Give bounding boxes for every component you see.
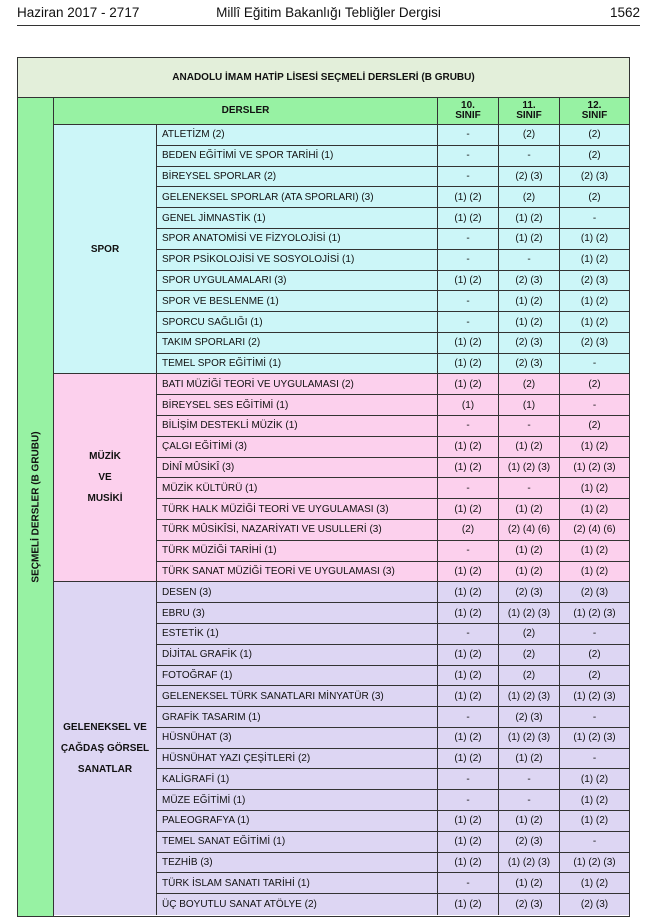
column-header-grade-11: 11. SINIF xyxy=(499,98,560,125)
course-row xyxy=(157,520,629,541)
course-row xyxy=(157,395,629,416)
grade-12-value: (1) (2) xyxy=(560,229,629,250)
grade-10-value: - xyxy=(438,125,499,146)
grade-11-value: - xyxy=(499,416,560,437)
category-label-line: SPOR xyxy=(90,243,120,255)
course-row xyxy=(157,624,629,645)
course-row xyxy=(157,146,629,167)
side-group-label: SEÇMELİ DERSLER (B GRUBU) xyxy=(30,431,42,583)
course-name: SPOR ANATOMİSİ VE FİZYOLOJİSİ (1) xyxy=(157,229,438,250)
grade-11-value: (2) (3) xyxy=(499,271,560,292)
grade-10-value: - xyxy=(438,167,499,188)
grade-12-value: (1) (2) xyxy=(560,790,629,811)
grade-11-value: - xyxy=(499,769,560,790)
grade-11-value: (1) (2) (3) xyxy=(499,686,560,707)
course-name: FOTOĞRAF (1) xyxy=(157,666,438,687)
grade-11-value: (2) (3) xyxy=(499,582,560,603)
grade-10-value: (1) (2) xyxy=(438,832,499,853)
grade-11-value: - xyxy=(499,250,560,271)
grade-10-value: - xyxy=(438,416,499,437)
grade-10-value: (1) (2) xyxy=(438,686,499,707)
grade-10-value: (1) (2) xyxy=(438,499,499,520)
course-name: GELENEKSEL SPORLAR (ATA SPORLARI) (3) xyxy=(157,187,438,208)
grade-12-value: (1) (2) xyxy=(560,250,629,271)
grade-10-value: - xyxy=(438,229,499,250)
course-row xyxy=(157,666,629,687)
grade-12-value: (1) (2) xyxy=(560,541,629,562)
course-row xyxy=(157,832,629,853)
header-journal-title: Millî Eğitim Bakanlığı Tebliğler Dergisi xyxy=(216,5,441,20)
category-label-line: ÇAĞDAŞ GÖRSEL xyxy=(60,743,150,755)
grade-12-value: (2) (3) xyxy=(560,271,629,292)
category-label-line: MÜZİK xyxy=(89,451,121,463)
grade-12-value: (2) xyxy=(560,374,629,395)
course-name: SPOR UYGULAMALARI (3) xyxy=(157,271,438,292)
grade-11-value: (2) xyxy=(499,645,560,666)
column-header-grade-10: 10. SINIF xyxy=(438,98,499,125)
course-name: TÜRK SANAT MÜZİĞİ TEORİ VE UYGULAMASI (3) xyxy=(157,562,438,583)
course-name: TEMEL SANAT EĞİTİMİ (1) xyxy=(157,832,438,853)
page-header xyxy=(17,5,640,27)
grade-10-value: - xyxy=(438,541,499,562)
category-muzik-ve-musiki xyxy=(54,374,157,582)
grade-10-value: - xyxy=(438,146,499,167)
grade-10-value: (1) (2) xyxy=(438,603,499,624)
course-name: MÜZİK KÜLTÜRÜ (1) xyxy=(157,478,438,499)
grade-12-value: (1) (2) xyxy=(560,769,629,790)
course-row xyxy=(157,749,629,770)
course-row xyxy=(157,790,629,811)
grade-11-value: (2) (3) xyxy=(499,167,560,188)
grade-11-value: (2) (3) xyxy=(499,832,560,853)
grade-12-value: (1) (2) xyxy=(560,312,629,333)
elective-courses-table xyxy=(17,57,630,917)
grade-12-value: (1) (2) (3) xyxy=(560,853,629,874)
grade-10-value: (1) (2) xyxy=(438,354,499,375)
grade-10-value: (1) (2) xyxy=(438,333,499,354)
course-name: TAKIM SPORLARI (2) xyxy=(157,333,438,354)
grade-11-value: (2) (3) xyxy=(499,707,560,728)
grade-11-value: (2) xyxy=(499,374,560,395)
course-name: BİREYSEL SPORLAR (2) xyxy=(157,167,438,188)
course-name: ESTETİK (1) xyxy=(157,624,438,645)
grade-11-value: (1) (2) xyxy=(499,541,560,562)
course-row xyxy=(157,645,629,666)
grade-12-value: (2) xyxy=(560,416,629,437)
course-row xyxy=(157,458,629,479)
grade-10-value: - xyxy=(438,250,499,271)
grade-10-value: (1) (2) xyxy=(438,562,499,583)
grade-11-value: (2) (3) xyxy=(499,333,560,354)
course-name: DİJİTAL GRAFİK (1) xyxy=(157,645,438,666)
course-name: TÜRK MÛSİKÎSİ, NAZARİYATI VE USULLERİ (3) xyxy=(157,520,438,541)
grade-12-value: (2) (4) (6) xyxy=(560,520,629,541)
course-name: GRAFİK TASARIM (1) xyxy=(157,707,438,728)
grade-12-value: (1) (2) xyxy=(560,478,629,499)
grade-11-value: (1) (2) (3) xyxy=(499,728,560,749)
grade-12-value: (1) (2) xyxy=(560,562,629,583)
header-date: Haziran 2017 - 2717 xyxy=(17,5,140,20)
course-row xyxy=(157,707,629,728)
grade-10-value: (1) (2) xyxy=(438,582,499,603)
grade-12-value: - xyxy=(560,624,629,645)
grade-11-value: (1) (2) xyxy=(499,208,560,229)
column-header-dersler: DERSLER xyxy=(54,98,438,125)
grade-12-value: (2) (3) xyxy=(560,582,629,603)
header-page-number: 1562 xyxy=(609,5,640,20)
grade-10-value: (1) (2) xyxy=(438,645,499,666)
course-name: TÜRK MÜZİĞİ TARİHİ (1) xyxy=(157,541,438,562)
grade-11-value: (1) (2) xyxy=(499,811,560,832)
grade-10-value: - xyxy=(438,769,499,790)
side-group-column xyxy=(18,98,54,916)
course-name: TÜRK İSLAM SANATI TARİHİ (1) xyxy=(157,873,438,894)
grade-12-value: (2) (3) xyxy=(560,333,629,354)
grade-10-value: (1) (2) xyxy=(438,458,499,479)
grade-10-value: - xyxy=(438,873,499,894)
grade-12-value: - xyxy=(560,749,629,770)
grade-12-value: (1) (2) xyxy=(560,873,629,894)
grade-11-value: (1) (2) xyxy=(499,229,560,250)
grade-11-value: (1) (2) xyxy=(499,562,560,583)
grade-11-value: (1) (2) xyxy=(499,749,560,770)
grade-12-value: - xyxy=(560,395,629,416)
grade-10-value: (1) (2) xyxy=(438,811,499,832)
grade-10-value: (1) (2) xyxy=(438,728,499,749)
course-name: SPOR VE BESLENME (1) xyxy=(157,291,438,312)
course-name: EBRU (3) xyxy=(157,603,438,624)
course-name: HÜSNÜHAT YAZI ÇEŞİTLERİ (2) xyxy=(157,749,438,770)
grade-11-value: (2) xyxy=(499,187,560,208)
course-row xyxy=(157,437,629,458)
course-row xyxy=(157,894,629,915)
course-row xyxy=(157,125,629,146)
course-row xyxy=(157,873,629,894)
course-row xyxy=(157,167,629,188)
grade-11-value: (1) (2) (3) xyxy=(499,458,560,479)
grade-12-value: (2) xyxy=(560,187,629,208)
grade-11-value: (2) xyxy=(499,666,560,687)
grade-11-value: (2) (3) xyxy=(499,894,560,915)
course-name: GENEL JİMNASTİK (1) xyxy=(157,208,438,229)
course-row xyxy=(157,291,629,312)
grade-10-value: - xyxy=(438,707,499,728)
category-label-line: SANATLAR xyxy=(77,764,133,776)
course-row xyxy=(157,208,629,229)
course-row xyxy=(157,312,629,333)
grade-10-value: (1) (2) xyxy=(438,894,499,915)
grade-12-value: (1) (2) xyxy=(560,499,629,520)
grade-11-value: (1) (2) (3) xyxy=(499,603,560,624)
course-name: SPOR PSİKOLOJİSİ VE SOSYOLOJİSİ (1) xyxy=(157,250,438,271)
column-header-grade-12: 12. SINIF xyxy=(560,98,629,125)
course-name: PALEOGRAFYA (1) xyxy=(157,811,438,832)
grade-10-value: (2) xyxy=(438,520,499,541)
grade-10-value: - xyxy=(438,312,499,333)
grade-11-value: (1) xyxy=(499,395,560,416)
grade-12-value: (2) xyxy=(560,645,629,666)
course-name: BEDEN EĞİTİMİ VE SPOR TARİHİ (1) xyxy=(157,146,438,167)
grade-11-value: (2) (3) xyxy=(499,354,560,375)
course-row xyxy=(157,478,629,499)
category-label-line: MUSİKİ xyxy=(87,493,123,505)
grade-11-value: (2) xyxy=(499,125,560,146)
course-row xyxy=(157,416,629,437)
grade-11-value: - xyxy=(499,146,560,167)
course-name: TEMEL SPOR EĞİTİMİ (1) xyxy=(157,354,438,375)
grade-12-value: - xyxy=(560,208,629,229)
grade-12-value: (1) (2) (3) xyxy=(560,686,629,707)
course-row xyxy=(157,769,629,790)
grade-11-value: - xyxy=(499,478,560,499)
course-row xyxy=(157,187,629,208)
grade-10-value: - xyxy=(438,478,499,499)
course-name: KALİGRAFİ (1) xyxy=(157,769,438,790)
grade-10-value: (1) (2) xyxy=(438,374,499,395)
course-row xyxy=(157,582,629,603)
grade-12-value: (2) (3) xyxy=(580,899,609,911)
category-label-line: GELENEKSEL VE xyxy=(63,722,147,734)
course-name: BATI MÜZİĞİ TEORİ VE UYGULAMASI (2) xyxy=(157,374,438,395)
grade-12-value: (2) xyxy=(560,666,629,687)
grade-10-value: (1) (2) xyxy=(438,749,499,770)
course-row xyxy=(157,271,629,292)
course-name: HÜSNÜHAT (3) xyxy=(157,728,438,749)
grade-10-value: (1) (2) xyxy=(438,666,499,687)
grade-11-value: (1) (2) xyxy=(499,437,560,458)
course-row xyxy=(157,333,629,354)
grade-10-value: (1) (2) xyxy=(438,437,499,458)
grade-12-value: (1) (2) xyxy=(560,437,629,458)
table-title: ANADOLU İMAM HATİP LİSESİ SEÇMELİ DERSLERİ (B GRUBU) xyxy=(18,58,629,98)
course-name: ATLETİZM (2) xyxy=(157,125,438,146)
course-name: ÇALGI EĞİTİMİ (3) xyxy=(157,437,438,458)
grade-10-value: (1) (2) xyxy=(438,208,499,229)
course-name: BİLİŞİM DESTEKLİ MÜZİK (1) xyxy=(157,416,438,437)
grade-11-value: (1) (2) (3) xyxy=(499,853,560,874)
grade-11-value: (1) (2) xyxy=(499,312,560,333)
course-row xyxy=(157,853,629,874)
grade-11-value: - xyxy=(499,790,560,811)
category-spor xyxy=(54,125,157,374)
course-row xyxy=(157,229,629,250)
grade-12-value: - xyxy=(560,832,629,853)
grade-11-value: (1) (2) xyxy=(499,499,560,520)
grade-11-value: (2) (4) (6) xyxy=(499,520,560,541)
course-row xyxy=(157,686,629,707)
grade-10-value: (1) xyxy=(438,395,499,416)
category-label-line: VE xyxy=(98,472,112,484)
grade-12-value: (1) (2) (3) xyxy=(560,458,629,479)
grade-10-value: - xyxy=(438,790,499,811)
course-name: TÜRK HALK MÜZİĞİ TEORİ VE UYGULAMASI (3) xyxy=(157,499,438,520)
grade-10-value: (1) (2) xyxy=(438,187,499,208)
grade-12-value: - xyxy=(560,354,629,375)
grade-11-value: (2) xyxy=(499,624,560,645)
grade-10-value: - xyxy=(438,624,499,645)
grade-12-value: (1) (2) xyxy=(560,811,629,832)
course-row xyxy=(157,811,629,832)
course-name: ÜÇ BOYUTLU SANAT ATÖLYE (2) xyxy=(157,894,438,915)
course-row xyxy=(157,603,629,624)
course-name: GELENEKSEL TÜRK SANATLARI MİNYATÜR (3) xyxy=(157,686,438,707)
course-name: SPORCU SAĞLIĞI (1) xyxy=(157,312,438,333)
grade-10-value: (1) (2) xyxy=(438,853,499,874)
grade-11-value: (1) (2) xyxy=(499,873,560,894)
grade-10-value: - xyxy=(438,291,499,312)
course-row xyxy=(157,728,629,749)
course-row xyxy=(157,541,629,562)
grade-12-value: (1) (2) (3) xyxy=(560,728,629,749)
grade-12-value: - xyxy=(560,707,629,728)
course-row xyxy=(157,354,629,375)
grade-12-value: (2) xyxy=(560,125,629,146)
category-geleneksel-ve-cagdas-gorsel-sanatlar xyxy=(54,582,157,915)
grade-12-value: (1) (2) (3) xyxy=(560,603,629,624)
course-row xyxy=(157,499,629,520)
course-name: TEZHİB (3) xyxy=(157,853,438,874)
course-row xyxy=(157,562,629,583)
course-name: DESEN (3) xyxy=(157,582,438,603)
course-name: MÜZE EĞİTİMİ (1) xyxy=(157,790,438,811)
grade-12-value: (2) xyxy=(560,146,629,167)
grade-12-value: (2) (3) xyxy=(560,167,629,188)
grade-10-value: (1) (2) xyxy=(438,271,499,292)
grade-11-value: (1) (2) xyxy=(499,291,560,312)
grade-12-value: (1) (2) xyxy=(560,291,629,312)
course-name: DİNÎ MÛSİKÎ (3) xyxy=(157,458,438,479)
course-name: BİREYSEL SES EĞİTİMİ (1) xyxy=(157,395,438,416)
header-rule xyxy=(17,25,640,26)
course-row xyxy=(157,250,629,271)
course-row xyxy=(157,374,629,395)
